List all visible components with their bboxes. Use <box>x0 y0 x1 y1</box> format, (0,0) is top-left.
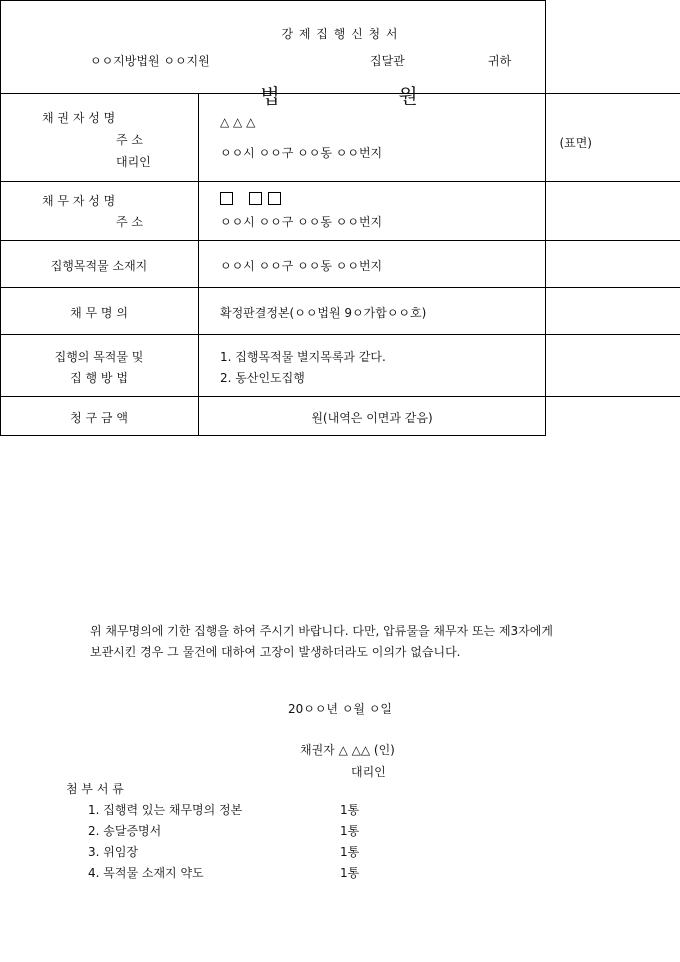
debtor-address: ㅇㅇ시 ㅇㅇ구 ㅇㅇ동 ㅇㅇ번지 <box>220 215 383 229</box>
property-location-row <box>0 240 680 287</box>
creditor-row <box>0 93 680 181</box>
attachment-item: 4. 목적물 소재지 약도 <box>88 866 204 880</box>
attachment-qty: 1통 <box>340 845 360 859</box>
property-location-label: 집행목적물 소재지 <box>50 259 148 273</box>
court-name: ㅇㅇ지방법원 ㅇㅇ지원 <box>90 54 210 68</box>
attachment-item: 2. 송달증명서 <box>88 824 162 838</box>
attachment-qty: 1통 <box>340 803 360 817</box>
attachment-qty: 1통 <box>340 866 360 880</box>
application-date: 20ㅇㅇ년 ㅇ월 ㅇ일 <box>287 702 393 716</box>
attachment-qty: 1통 <box>340 824 360 838</box>
debtor-name-boxes <box>220 192 287 207</box>
title-of-debt-value: 확정판결정본(ㅇㅇ법원 9ㅇ가합ㅇㅇ호) <box>220 306 427 320</box>
creditor-name: △ △ △ <box>220 115 256 129</box>
court-title-left: 법 <box>260 84 282 108</box>
blank-box-icon <box>220 192 233 205</box>
creditor-agent-label: 대리인 <box>116 155 151 169</box>
side-label: (표면) <box>559 136 592 150</box>
attachment-item: 3. 위임장 <box>88 845 139 859</box>
purpose-label-1: 집행의 목적물 및 <box>54 350 144 364</box>
honorific-label: 귀하 <box>488 54 512 68</box>
debtor-row <box>0 181 680 240</box>
amount-label: 청 구 금 액 <box>70 411 128 425</box>
purpose-item-1: 1. 집행목적물 별지목록과 같다. <box>220 350 386 364</box>
attachments-heading: 첨 부 서 류 <box>66 782 124 796</box>
officer-label: 집달관 <box>370 54 405 68</box>
form-heading: 강 제 집 행 신 청 서 <box>281 27 399 41</box>
debtor-address-label: 주 소 <box>116 215 143 229</box>
title-of-debt-row <box>0 287 680 334</box>
purpose-item-2: 2. 동산인도집행 <box>220 371 305 385</box>
creditor-label: 채 권 자 성 명 <box>42 111 116 125</box>
purpose-row <box>0 334 680 396</box>
attachment-item: 1. 집행력 있는 채무명의 정본 <box>88 803 243 817</box>
court-title-right: 원 <box>398 84 420 108</box>
debtor-label: 채 무 자 성 명 <box>42 194 116 208</box>
amount-value: 원(내역은 이면과 같음) <box>311 411 433 425</box>
paragraph-line-2: 보관시킨 경우 그 물건에 대하여 고장이 발생하더라도 이의가 없습니다. <box>90 645 461 659</box>
paragraph-line-1: 위 채무명의에 기한 집행을 하여 주시기 바랍니다. 다만, 압류물을 채무자 또는 제3자에게 <box>90 624 553 638</box>
purpose-label-2: 집 행 방 법 <box>70 371 128 385</box>
amount-row <box>0 396 680 435</box>
creditor-address-label: 주 소 <box>116 133 143 147</box>
blank-box-icon <box>268 192 281 205</box>
blank-box-icon <box>249 192 262 205</box>
property-location-value: ㅇㅇ시 ㅇㅇ구 ㅇㅇ동 ㅇㅇ번지 <box>220 259 383 273</box>
creditor-address: ㅇㅇ시 ㅇㅇ구 ㅇㅇ동 ㅇㅇ번지 <box>220 146 383 160</box>
application-form-table <box>0 0 546 436</box>
applicant-signature: 채권자 △ △△ (인) <box>300 743 395 757</box>
request-paragraph <box>90 621 630 663</box>
agent-signature: 대리인 <box>351 765 386 779</box>
title-of-debt-label: 채 무 명 의 <box>70 306 128 320</box>
